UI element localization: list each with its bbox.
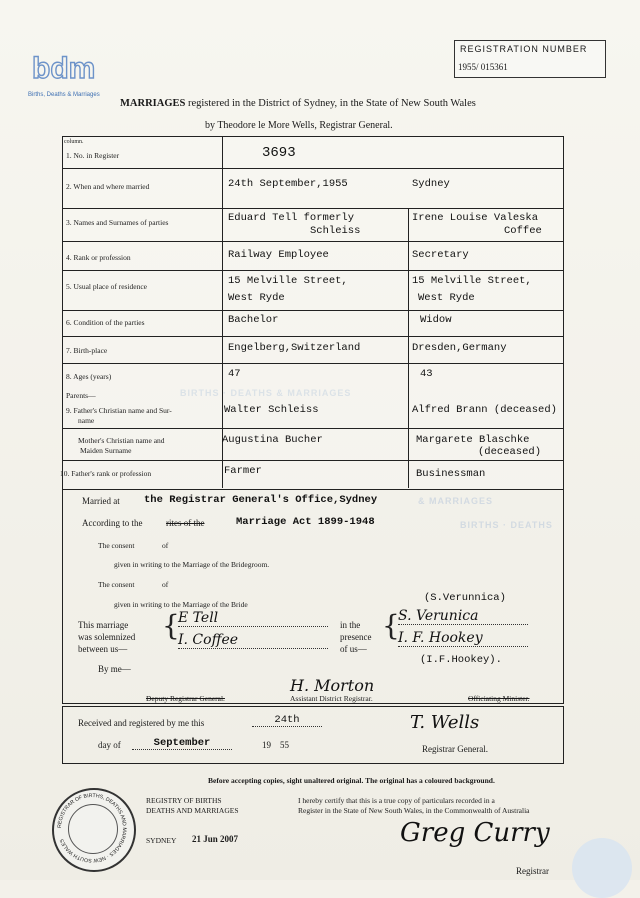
bride-surname: Coffee (504, 225, 542, 237)
marriage-statement-1: This marriage (78, 620, 129, 630)
registrar-signature: Greg Curry (400, 818, 550, 848)
consent-groom-text: given in writing to the Marriage of the Bridegroom. (114, 560, 270, 569)
registry-seal (52, 788, 136, 872)
bride-father-rank: Businessman (416, 468, 486, 480)
marriage-statement-3: between us— (78, 644, 128, 654)
watermark-text: & MARRIAGES (418, 496, 494, 506)
groom-age: 47 (228, 368, 241, 380)
certificate-date: 21 Jun 2007 (192, 834, 239, 844)
certification-line-2: Register in the State of New South Wales, in the Commonwealth of Australia (298, 806, 530, 815)
row-label-father-rank: 10. Father's rank or profession (60, 469, 152, 478)
bride-name: Irene Louise Valeska (412, 212, 539, 224)
groom-birthplace: Engelberg,Switzerland (228, 342, 361, 354)
bride-profession: Secretary (412, 249, 469, 261)
column-divider (408, 208, 409, 488)
consent-bride-of: of (162, 580, 169, 589)
consent-groom-label: The consent (98, 541, 135, 550)
row-label-condition: 6. Condition of the parties (66, 318, 145, 327)
register-number: 3693 (262, 145, 296, 161)
witness-1-name: (S.Verunnica) (424, 592, 506, 604)
blue-stamp-mark (572, 838, 632, 898)
row-label-register-no: 1. No. in Register (66, 151, 120, 160)
certificate-place: SYDNEY (146, 836, 177, 845)
consent-bride-text: given in writing to the Marriage of the Bride (114, 600, 248, 609)
certification-line-1: I hereby certify that this is a true copy of particulars recorded in a (298, 796, 495, 805)
header-marriages: MARRIAGES (120, 98, 186, 109)
bride-condition: Widow (420, 314, 452, 326)
received-year: 55 (280, 740, 289, 750)
registration-number-value: 1955/ 015361 (458, 62, 508, 72)
received-year-prefix: 19 (262, 740, 271, 750)
row-label-mother: Mother's Christian name and (78, 436, 165, 445)
registry-name-2: DEATHS AND MARRIAGES (146, 806, 239, 815)
row-label-profession: 4. Rank or profession (66, 253, 131, 262)
groom-father: Walter Schleiss (224, 404, 319, 416)
received-day-label: day of (98, 740, 121, 750)
original-notice: Before accepting copies, sight unaltered original. The original has a coloured background. (208, 776, 495, 785)
marriage-place: Sydney (412, 178, 450, 190)
officiant-signature: H. Morton (290, 676, 375, 695)
married-at-place: the Registrar General's Office,Sydney (144, 494, 378, 506)
row-label-ages: 8. Ages (years) (66, 372, 112, 381)
bride-signature: I. Coffee (178, 632, 328, 649)
received-day: 24th (252, 714, 322, 727)
officiating-minister-struck: Officiating Minister. (468, 694, 530, 703)
brace-right: { (382, 609, 400, 642)
header-line-2: by Theodore le More Wells, Registrar General. (205, 120, 393, 131)
groom-residence-suburb: West Ryde (228, 292, 285, 304)
consent-bride-label: The consent (98, 580, 135, 589)
watermark-text: BIRTHS · DEATHS (460, 520, 553, 530)
deputy-registrar-struck: Deputy Registrar General. (146, 694, 225, 703)
row-label-mother-cont: Maiden Surname (80, 446, 132, 455)
presence-label-3: of us— (340, 644, 367, 654)
presence-label-1: in the (340, 620, 361, 630)
groom-residence-street: 15 Melville Street, (228, 275, 348, 287)
marriage-date: 24th September,1955 (228, 178, 348, 190)
groom-father-rank: Farmer (224, 465, 262, 477)
seal-text: REGISTRAR OF BIRTHS, DEATHS AND MARRIAGES · NEW SOUTH WALES (56, 792, 128, 864)
rites-struck-text: rites of the (166, 518, 205, 528)
svg-text:REGISTRAR OF BIRTHS, DEATHS AN (57, 793, 127, 863)
logo-caption: Births, Deaths & Marriages (28, 92, 100, 98)
groom-former-surname: Schleiss (310, 225, 361, 237)
groom-profession: Railway Employee (228, 249, 329, 261)
bride-father: Alfred Brann (deceased) (412, 404, 557, 416)
bride-birthplace: Dresden,Germany (412, 342, 507, 354)
bride-age: 43 (420, 368, 433, 380)
row-label-residence: 5. Usual place of residence (66, 282, 148, 291)
registrar-general-signature: T. Wells (410, 712, 480, 733)
seal-ring-text (52, 788, 132, 868)
registration-number-label: REGISTRATION NUMBER (460, 44, 588, 54)
by-me-label: By me— (98, 664, 131, 674)
bride-residence-street: 15 Melville Street, (412, 275, 532, 287)
registrar-general-label: Registrar General. (422, 744, 488, 754)
married-at-label: Married at (82, 496, 120, 506)
bdm-logo (30, 44, 110, 96)
according-label: According to the (82, 518, 143, 528)
row-label-father-cont: name (78, 416, 95, 425)
bride-residence-suburb: West Ryde (418, 292, 475, 304)
witness-1-signature: S. Verunica (398, 608, 528, 625)
header-line-1 (120, 98, 476, 109)
column-label: column. (64, 139, 84, 145)
groom-name: Eduard Tell formerly (228, 212, 355, 224)
witness-2-name: (I.F.Hookey). (420, 654, 502, 666)
marriage-act: Marriage Act 1899-1948 (236, 516, 375, 528)
assistant-registrar-label: Assistant District Registrar. (290, 694, 373, 703)
groom-mother: Augustina Bucher (222, 434, 323, 446)
row-label-father: 9. Father's Christian name and Sur- (66, 406, 172, 415)
watermark-text: BIRTHS · DEATHS & MARRIAGES (180, 388, 352, 398)
groom-condition: Bachelor (228, 314, 279, 326)
logo-mark: bdm (32, 52, 96, 85)
bride-mother-deceased: (deceased) (478, 446, 542, 458)
presence-label-2: presence (340, 632, 372, 642)
witness-2-signature: I. F. Hookey (398, 630, 528, 647)
row-label-birthplace: 7. Birth-place (66, 346, 108, 355)
parents-heading: Parents— (66, 391, 96, 400)
row-label-when-where: 2. When and where married (66, 182, 150, 191)
groom-signature: E Tell (178, 610, 328, 627)
marriage-statement-2: was solemnized (78, 632, 136, 642)
registry-name-1: REGISTRY OF BIRTHS (146, 796, 222, 805)
received-label: Received and registered by me this (78, 718, 205, 728)
bride-mother: Margarete Blaschke (416, 434, 530, 446)
consent-groom-of: of (162, 541, 169, 550)
registrar-label: Registrar (516, 866, 549, 876)
row-label-names: 3. Names and Surnames of parties (66, 218, 169, 227)
header-district: registered in the District of Sydney, in the State of New South Wales (187, 98, 476, 109)
brace-left: { (162, 609, 180, 642)
received-month: September (132, 737, 232, 750)
